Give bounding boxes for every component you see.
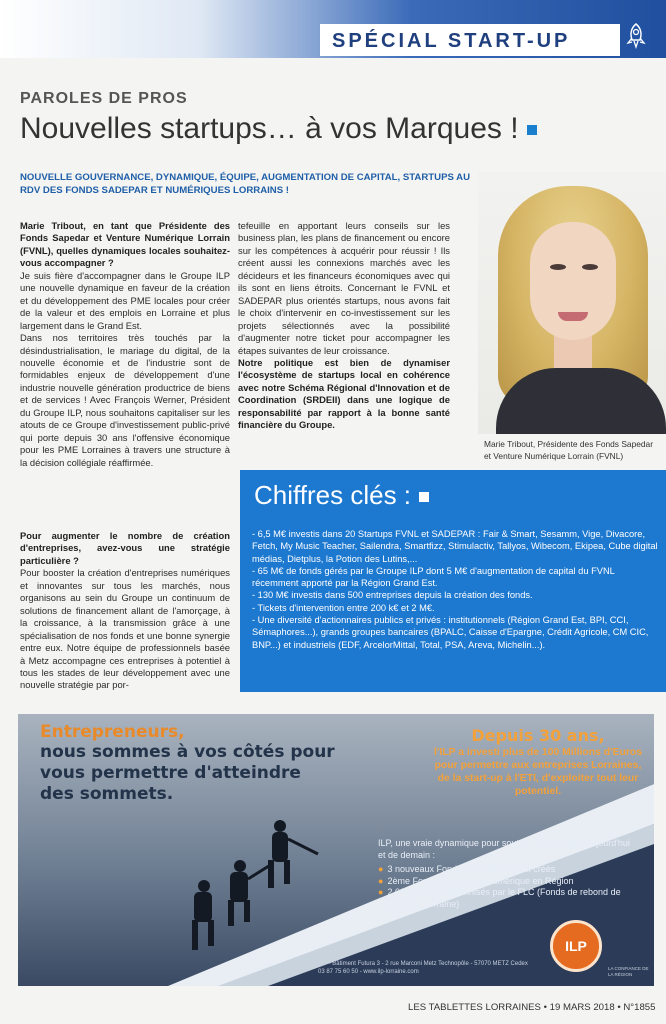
article-headline — [20, 112, 537, 146]
ad-bullet: ● 2ème Fonds de Venture Numérique en Région — [378, 876, 648, 888]
headline-text: Nouvelles startups… à vos Marques ! — [20, 112, 519, 145]
key-figure-item: - 130 M€ investis dans 500 entreprises depuis la création des fonds. — [252, 590, 533, 601]
key-figure-item: - 6,5 M€ investis dans 20 Startups FVNL et SADEPAR : Fair & Smart, Sesamm, Vige, Divacore, Fetch, My Music Teacher, Sailendra, Smartfizz, Stimulactiv, Tallyos, Wibecom, Ekipea, Cube digital médias, Dietplus, la Potion des Lutins,... — [252, 529, 658, 564]
portrait-photo — [478, 172, 666, 434]
page-footer: LES TABLETTES LORRAINES • 19 MARS 2018 • N°1855 — [408, 1002, 656, 1013]
portrait-mouth — [558, 312, 588, 321]
ad-address-line: ILP - Bâtiment Futura 3 - 2 rue Marconi Metz Technopôle - 57070 METZ Cedex — [318, 961, 528, 967]
answer-paragraph-5: Notre politique est bien de dynamiser l'écosystème de startups local en cohérence avec notre Schéma Régional d'Innovation et de Coordination (SRDEII) dans une logique de responsabilité par rapport à la bonne santé financière du Groupe. — [238, 356, 450, 431]
answer-paragraph-3: Pour booster la création d'entreprises numériques et innovantes sur tous les marchés, nous organisons au sein du Groupe un continuum de solutions de financement allant de l'amorçage, à la croissance, à la transmission grâce à une spécialisation de nos fonds et une bonne synergie entre eux. Notre équipe de professionnels basée à Metz accompagne ces entreprises à potentiel à tous les stades de leur développement avec une nouvelle stratégie par por- — [20, 567, 230, 691]
key-figure-item: - 65 M€ de fonds gérés par le Groupe ILP dont 5 M€ d'augmentation de capital du FVNL récemment apporté par la Région Grand Est. — [252, 565, 615, 589]
interview-question-1: Marie Tribout, en tant que Présidente des Fonds Sapedar et Venture Numérique Lorrain (FVNL), quelles dynamiques locales souhaitez-vous accompagner ? — [20, 220, 230, 269]
article-lede: NOUVELLE GOUVERNANCE, DYNAMIQUE, ÉQUIPE, AUGMENTATION DE CAPITAL, STARTUPS AU RDV DES FONDS SADEPAR ET NUMÉRIQUES LORRAINS ! — [20, 172, 471, 196]
portrait-eye-left — [550, 264, 566, 270]
portrait-eye-right — [582, 264, 598, 270]
banner-kicker: SPÉCIAL START-UP — [332, 30, 571, 52]
ad-fineprint: LA CONFIANCE DE LA RÉGION — [608, 966, 649, 977]
ad-bullet: ● 2 000 emplois pérennisés par le FLC (Fonds de rebond de l'économie Lorraine) — [378, 887, 648, 910]
answer-paragraph-1: Je suis fière d'accompagner dans le Groupe ILP une nouvelle dynamique en faveur de la création et du développement des PME locales pour créer de la valeur et des emplois en Lorraine et plus largement dans le Grand Est. — [20, 269, 230, 331]
ad-right-title: Depuis 30 ans, — [471, 726, 605, 745]
ad-bullet-list — [378, 864, 648, 910]
answer-paragraph-2: Dans nos territoires très touchés par la désindustrialisation, le mariage du digital, de la nouvelle économie et de l'industrie sont de formidables enjeux de développement d'une industrie nouvelle génération productrice de biens et de services ! Avec François Werner, Président du Groupe ILP, nous souhaitons capitaliser sur les atouts de ce Groupe d'investissement public-privé qui porte depuis 30 ans l'offensive économique pour les PME Lorraines à travers une structure à la décision collégiale réaffirmée. — [20, 332, 230, 468]
ad-headline-2: nous sommes à vos côtés pour vous permettre d'atteindre des sommets. — [40, 742, 335, 804]
portrait-face — [530, 222, 616, 340]
answer-paragraph-4: tefeuille en apportant leurs conseils sur les business plan, les plans de financement ou encore sur les compétences à acquérir pour réussir ! Ils créent aussi les connexions marchés avec les décideurs et les financeurs économiques avec qui ils sont en liens étroits. Concernant le FVNL et SADEPAR plus orientés startups, nous avons fait le choix d'intervenir en co-investissement sur les projets sélectionnés avec la possibilité d'augmenter notre ticket pour accompagner les étapes suivantes de leur croissance. — [238, 220, 450, 356]
ad-right-text: l'ILP a investi plus de 100 Millions d'Euros pour permettre aux entreprises Lorraines, de la start-up à l'ETI, d'exploiter tout leur potentiel. — [433, 747, 642, 797]
headline-square-icon — [527, 125, 537, 135]
ad-address — [318, 960, 568, 976]
ad-intro: ILP, une vraie dynamique pour soutenir les talents d'aujourd'hui et de demain : — [378, 838, 630, 860]
key-figures-title-text: Chiffres clés : — [254, 480, 412, 510]
key-figures-box — [240, 470, 666, 692]
ad-bullet: ● 3 nouveaux Fonds d'Investissement créés — [378, 864, 648, 876]
key-figures-title — [254, 480, 429, 511]
ilp-logo: ILP — [550, 920, 602, 972]
article-column-1 — [20, 220, 230, 469]
photo-caption: Marie Tribout, Présidente des Fonds Sapedar et Venture Numérique Lorrain (FVNL) — [484, 439, 653, 461]
section-label: PAROLES DE PROS — [20, 90, 188, 107]
section-banner — [0, 0, 666, 58]
ad-phone-line: 03 87 75 60 50 - www.ilp-lorraine.com — [318, 969, 419, 975]
title-square-icon — [419, 492, 429, 502]
key-figure-item: - Une diversité d'actionnaires publics et privés : institutionnels (Région Grand Est, BPI, CCI, Sémaphores...), grands groupes bancaires (BPALC, Caisse d'Epargne, Crédit Agricole, CM CIC, BNP...) et industriels (EDF, ArcelorMittal, Total, PSA, Areva, Michelin...). — [252, 615, 649, 650]
rocket-icon — [622, 22, 652, 52]
interview-question-2: Pour augmenter le nombre de création d'entreprises, avez-vous une stratégie particulière ? — [20, 530, 230, 566]
ad-headline-1: Entrepreneurs, — [40, 722, 185, 742]
key-figure-item: - Tickets d'intervention entre 200 k€ et 2 M€. — [252, 602, 435, 613]
article-column-2 — [238, 220, 450, 432]
ilp-advertisement — [18, 714, 654, 986]
article-column-1-continued — [20, 530, 230, 692]
key-figures-list — [252, 528, 660, 651]
